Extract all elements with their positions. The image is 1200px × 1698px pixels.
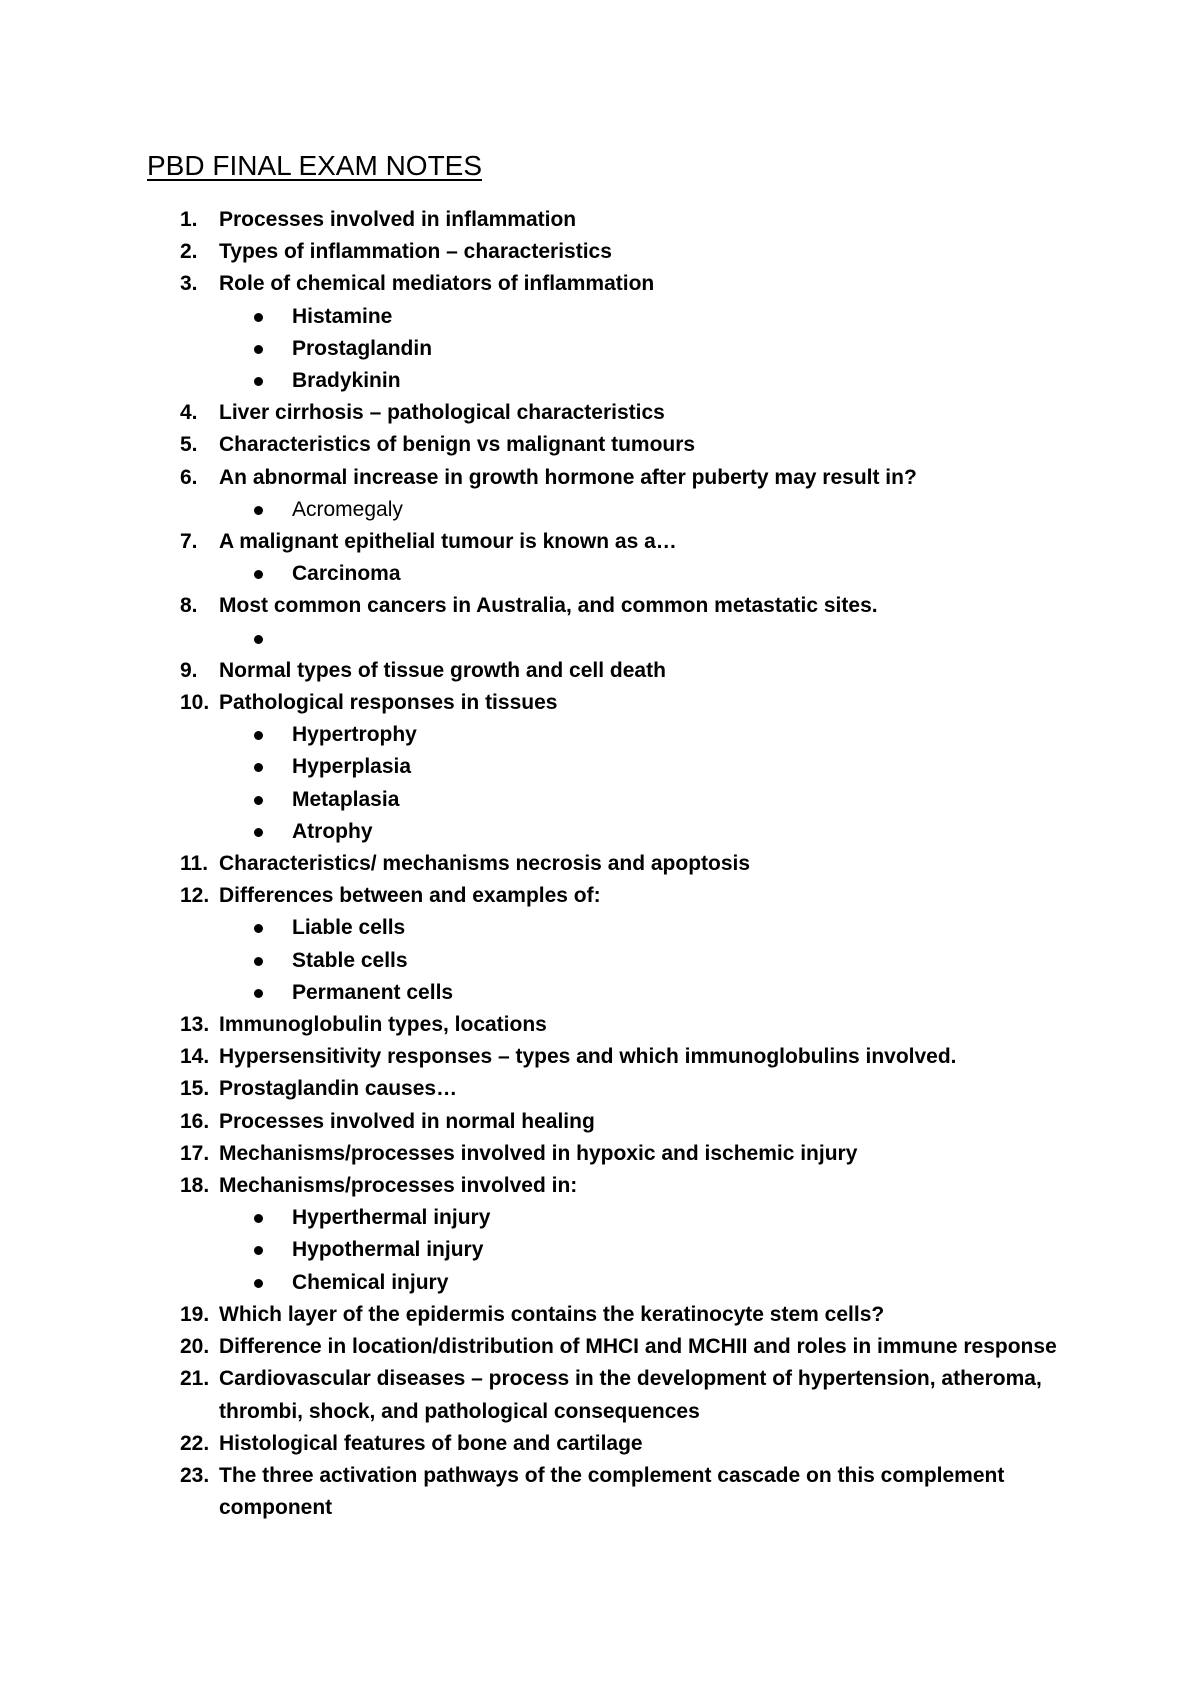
list-item — [0, 1331, 1200, 1363]
list-item — [0, 1363, 1200, 1427]
list-item — [0, 590, 1200, 622]
list-item — [0, 687, 1200, 719]
sub-item-text: Chemical injury — [292, 1270, 449, 1294]
item-text: Prostaglandin causes… — [219, 1077, 458, 1101]
sub-item — [0, 816, 1200, 848]
sub-item — [0, 1267, 1200, 1299]
item-text: An abnormal increase in growth hormone after puberty may result in? — [219, 465, 917, 489]
sub-item-text: Hyperthermal injury — [292, 1206, 491, 1230]
bullet-icon — [254, 957, 263, 966]
item-number: 5. — [180, 433, 198, 457]
list-item — [0, 1299, 1200, 1331]
item-number: 6. — [180, 465, 198, 489]
sub-item — [0, 1234, 1200, 1266]
list-item — [0, 236, 1200, 268]
list-item — [0, 1170, 1200, 1202]
item-text: Processes involved in inflammation — [219, 208, 577, 231]
item-number: 8. — [180, 594, 198, 618]
item-text: Pathological responses in tissues — [219, 691, 558, 715]
sub-item — [0, 333, 1200, 365]
item-number: 3. — [180, 272, 198, 296]
sub-item-text: Stable cells — [292, 948, 408, 972]
item-number: 21. — [180, 1367, 210, 1391]
list-item — [0, 880, 1200, 912]
item-number: 9. — [180, 658, 198, 682]
list-item — [0, 462, 1200, 494]
list-item — [0, 1460, 1200, 1524]
sub-item — [0, 301, 1200, 333]
item-text: Processes involved in normal healing — [219, 1109, 595, 1133]
sub-item — [0, 365, 1200, 397]
item-number: 7. — [180, 530, 198, 554]
sub-item-text: Hypertrophy — [292, 723, 417, 747]
bullet-icon — [254, 1246, 263, 1255]
item-number: 12. — [180, 884, 210, 908]
item-text: Most common cancers in Australia, and common metastatic sites. — [219, 594, 878, 618]
bullet-icon — [254, 796, 263, 805]
sub-item — [0, 623, 1200, 655]
sub-item — [0, 945, 1200, 977]
sub-item — [0, 784, 1200, 816]
item-text: Mechanisms/processes involved in hypoxic and ischemic injury — [219, 1141, 858, 1165]
item-text: Hypersensitivity responses – types and which immunoglobulins involved. — [219, 1045, 957, 1069]
bullet-icon — [254, 731, 263, 740]
item-text: Cardiovascular diseases – process in the development of hypertension, atheroma, thrombi, shock, and pathological consequences — [219, 1367, 1042, 1423]
item-number: 14. — [180, 1045, 210, 1069]
bullet-icon — [254, 635, 263, 644]
sub-item-text: Bradykinin — [292, 369, 401, 393]
sub-item — [0, 977, 1200, 1009]
bullet-icon — [254, 989, 263, 998]
list-item — [0, 1073, 1200, 1105]
item-text: A malignant epithelial tumour is known as a… — [219, 530, 677, 554]
item-text: Characteristics/ mechanisms necrosis and apoptosis — [219, 852, 751, 876]
item-text: Normal types of tissue growth and cell death — [219, 658, 666, 682]
item-number: 10. — [180, 691, 210, 715]
item-number: 11. — [180, 852, 209, 876]
item-text: Liver cirrhosis – pathological characteristics — [219, 401, 665, 425]
question-list — [0, 204, 1200, 1524]
item-number: 1. — [180, 208, 198, 231]
item-number: 17. — [180, 1141, 210, 1165]
bullet-icon — [254, 506, 263, 515]
item-number: 22. — [180, 1431, 210, 1455]
sub-item-text: Metaplasia — [292, 787, 400, 811]
item-text: Differences between and examples of: — [219, 884, 601, 908]
item-number: 18. — [180, 1174, 210, 1198]
sub-item — [0, 719, 1200, 751]
item-number: 15. — [180, 1077, 210, 1101]
sub-item-text: Atrophy — [292, 819, 373, 843]
list-item — [0, 848, 1200, 880]
list-item — [0, 1009, 1200, 1041]
list-item — [0, 1428, 1200, 1460]
item-text: Characteristics of benign vs malignant tumours — [219, 433, 696, 457]
item-text: Mechanisms/processes involved in: — [219, 1174, 578, 1198]
sub-item-text: Permanent cells — [292, 980, 454, 1004]
bullet-icon — [254, 570, 263, 579]
document-title: PBD FINAL EXAM NOTES — [147, 150, 483, 181]
item-number: 13. — [180, 1013, 210, 1037]
bullet-icon — [254, 924, 263, 933]
sub-item — [0, 751, 1200, 783]
bullet-icon — [254, 313, 263, 322]
item-number: 19. — [180, 1302, 210, 1326]
list-item — [0, 655, 1200, 687]
bullet-icon — [254, 828, 263, 837]
item-text: Difference in location/distribution of MHCI and MCHII and roles in immune response — [219, 1335, 1057, 1359]
sub-item-text: Carcinoma — [292, 562, 401, 586]
sub-item — [0, 494, 1200, 526]
item-number: 20. — [180, 1335, 210, 1359]
sub-item-text: Histamine — [292, 304, 393, 328]
sub-item — [0, 912, 1200, 944]
item-text: Which layer of the epidermis contains the keratinocyte stem cells? — [219, 1302, 885, 1326]
bullet-icon — [254, 377, 263, 386]
item-number: 23. — [180, 1463, 210, 1487]
sub-item-text: Liable cells — [292, 916, 406, 940]
item-text: The three activation pathways of the complement cascade on this complement component — [219, 1463, 1005, 1520]
item-text: Immunoglobulin types, locations — [219, 1013, 547, 1037]
sub-item-text: Hyperplasia — [292, 755, 412, 779]
item-number: 16. — [180, 1109, 210, 1133]
list-item — [0, 526, 1200, 558]
list-item — [0, 1041, 1200, 1073]
bullet-icon — [254, 1214, 263, 1223]
list-item — [0, 429, 1200, 461]
item-number: 2. — [180, 240, 198, 264]
sub-item-text: Prostaglandin — [292, 336, 433, 360]
sub-item-text: Hypothermal injury — [292, 1238, 484, 1262]
bullet-icon — [254, 1279, 263, 1288]
list-item — [0, 1106, 1200, 1138]
list-item — [0, 204, 1200, 236]
item-text: Types of inflammation – characteristics — [219, 240, 612, 264]
list-item — [0, 397, 1200, 429]
item-number: 4. — [180, 401, 198, 425]
list-item — [0, 1138, 1200, 1170]
sub-item — [0, 1202, 1200, 1234]
sub-item — [0, 558, 1200, 590]
item-text: Histological features of bone and cartilage — [219, 1431, 643, 1455]
bullet-icon — [254, 763, 263, 772]
list-item — [0, 268, 1200, 300]
bullet-icon — [254, 345, 263, 354]
sub-item-text: Acromegaly — [292, 497, 403, 521]
item-text: Role of chemical mediators of inflammation — [219, 272, 655, 296]
